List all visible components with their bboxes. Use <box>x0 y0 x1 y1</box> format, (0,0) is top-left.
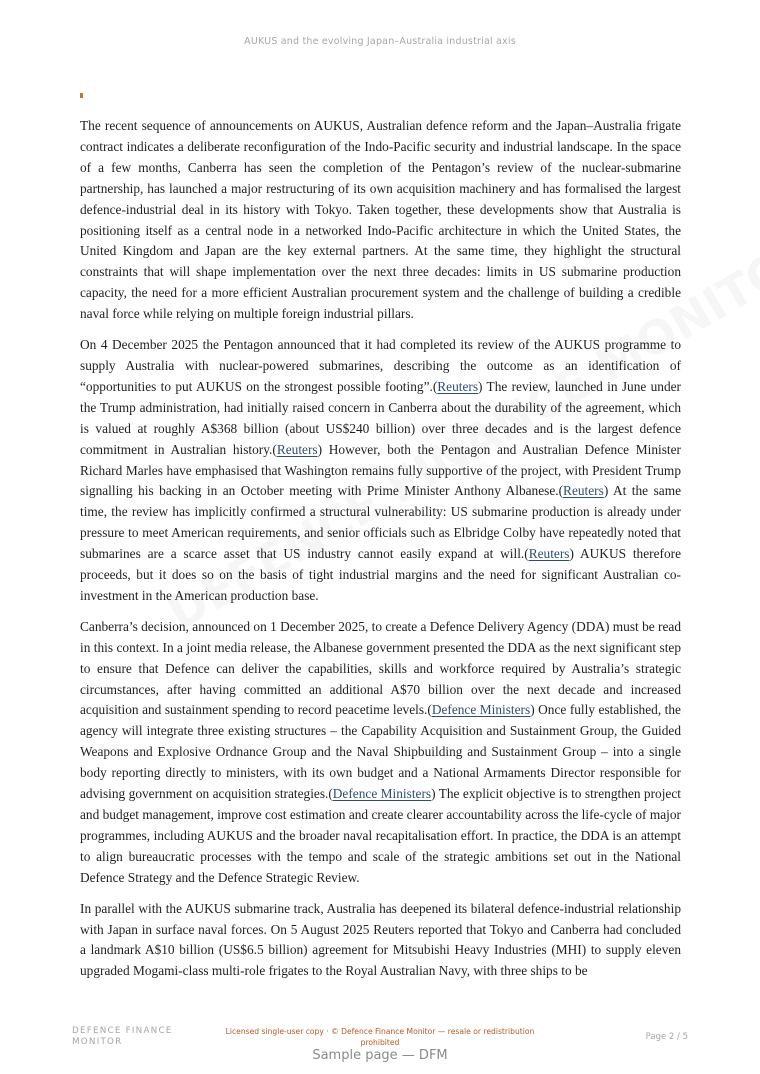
paragraph-text: Canberra’s decision, announced on 1 December 2025, to create a Defence Delivery Agency (DDA) must be read in this context. In a joint media release, the Albanese government presented the DDA as the next significant step to ensure that Defence can deliver the capabilities, skills and workforce required by Australia’s strategic circumstances, after having committed an additional A$70 billion over the next decade and increased acquisition and sustainment spending to record peacetime levels.( <box>80 618 681 718</box>
paragraph-text: ) AUKUS therefore proceeds, but it does so on the basis of tight industrial margins and the need for significant Australian co-investment in the American production base. <box>80 546 681 603</box>
running-header: AUKUS and the evolving Japan–Australia industrial axis <box>244 36 516 47</box>
source-link[interactable]: Reuters <box>276 441 318 457</box>
page-number: Page 2 / 5 <box>645 1032 688 1042</box>
paragraph-text: ) Once fully established, the agency will integrate three existing structures – the Capability Acquisition and Sustainment Group, the Guided Weapons and Explosive Ordnance Group and the Naval Shipbuilding and Sustainment Group – into a single body reporting directly to ministers, with its own budget and a National Armaments Director responsible for advising government on acquisition strategies.( <box>80 702 681 802</box>
paragraph <box>80 116 681 325</box>
source-link[interactable]: Defence Ministers <box>431 702 531 718</box>
sample-label: Sample page — DFM <box>312 1048 448 1063</box>
paragraph-text: ) However, both the Pentagon and Australian Defence Minister Richard Marles have emphasised that Washington remains fully supportive of the project, with President Trump signalling his backing in an October meeting with Prime Minister Anthony Albanese.( <box>80 441 681 499</box>
source-link[interactable]: Defence Ministers <box>332 786 432 802</box>
paragraph <box>80 617 681 889</box>
accent-mark <box>80 93 83 98</box>
paragraph-text: ) At the same time, the review has implicitly confirmed a structural vulnerability: US submarine production is already under pressure to meet American requirements, and senior officials such as Elbridge Colby have repeatedly noted that submarines are a scarce asset that US industry cannot easily expand at will.( <box>80 483 681 562</box>
paragraph-text: On 4 December 2025 the Pentagon announced that it had completed its review of the AUKUS programme to supply Australia with nuclear-powered submarines, describing the outcome as an identification of “opportunities to put AUKUS on the strongest possible footing”.( <box>80 337 681 394</box>
paragraph <box>80 335 681 607</box>
article-body <box>80 116 681 992</box>
source-link[interactable]: Reuters <box>528 546 570 562</box>
footer-license-notice: Licensed single-user copy · © Defence Finance Monitor — resale or redistribution prohibited <box>225 1027 535 1047</box>
source-link[interactable]: Reuters <box>437 378 479 394</box>
paragraph-text: The recent sequence of announcements on AUKUS, Australian defence reform and the Japan–Australia frigate contract indicates a deliberate reconfiguration of the Indo-Pacific security and industrial landscape. In the space of a few months, Canberra has seen the completion of the Pentagon’s review of the nuclear-submarine partnership, has launched a major restructuring of its own acquisition machinery and has formalised the largest defence-industrial deal in its history with Tokyo. Taken together, these developments show that Australia is positioning itself as a central node in a networked Indo-Pacific architecture in which the United States, the United Kingdom and Japan are the key external partners. At the same time, they highlight the structural constraints that will shape implementation over the next three decades: limits in US submarine production capacity, the need for a more efficient Australian procurement system and the challenge of building a credible naval force while relying on multiple foreign industrial pillars. <box>80 118 681 322</box>
paragraph-text: ) The explicit objective is to strengthen project and budget management, improve cost estimation and create clearer accountability across the life-cycle of major programmes, including AUKUS and the broader naval recapitalisation effort. In practice, the DDA is an attempt to align bureaucratic processes with the tempo and scale of the strategic ambitions set out in the National Defence Strategy and the Defence Strategic Review. <box>80 786 681 885</box>
paragraph <box>80 899 681 983</box>
footer-brand: DEFENCE FINANCE MONITOR <box>72 1026 173 1047</box>
source-link[interactable]: Reuters <box>563 483 604 499</box>
paragraph-text: ) The review, launched in June under the Trump administration, had initially raised concern in Canberra about the durability of the agreement, which is valued at roughly A$368 billion (about US$240 billion) over three decades and is the largest defence commitment in Australian history.( <box>80 378 681 457</box>
paragraph-text: In parallel with the AUKUS submarine track, Australia has deepened its bilateral defence-industrial relationship with Japan in surface naval forces. On 5 August 2025 Reuters reported that Tokyo and Canberra had concluded a landmark A$10 billion (US$6.5 billion) agreement for Mitsubishi Heavy Industries (MHI) to supply eleven upgraded Mogami-class multi-role frigates to the Royal Australian Navy, with three ships to be <box>80 900 681 979</box>
